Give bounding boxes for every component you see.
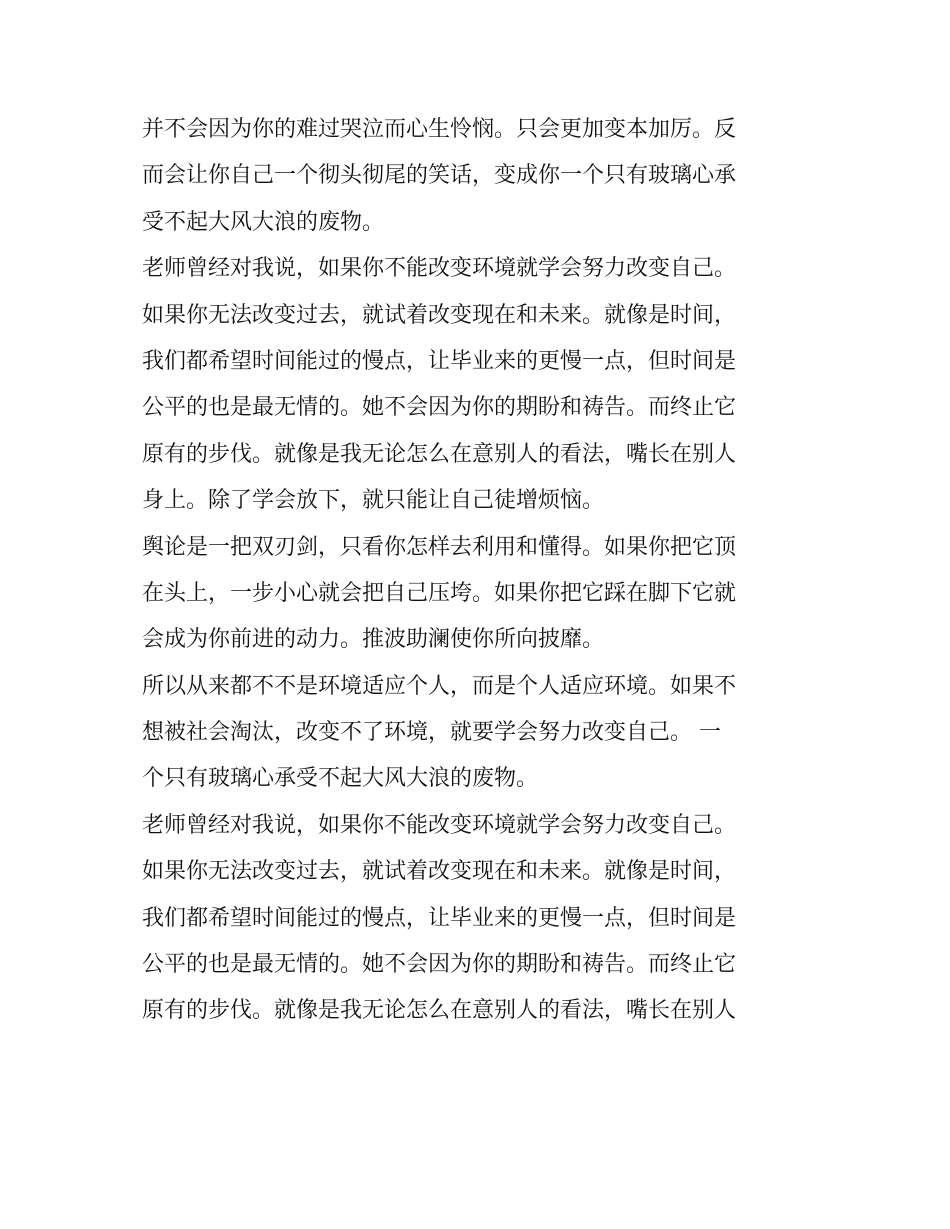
text-line: 而会让你自己一个彻头彻尾的笑话，变成你一个只有玻璃心承 (142, 163, 737, 189)
text-line: 我们都希望时间能过的慢点，让毕业来的更慢一点，但时间是 (142, 905, 737, 931)
text-line: 老师曾经对我说，如果你不能改变环境就学会努力改变自己。 (142, 812, 737, 838)
text-line: 如果你无法改变过去，就试着改变现在和未来。就像是时间， (142, 302, 737, 328)
body-text (142, 107, 822, 1035)
text-line: 并不会因为你的难过哭泣而心生怜悯。只会更加变本加厉。反 (142, 117, 737, 142)
text-line: 受不起大风大浪的废物。 (142, 209, 385, 235)
text-line: 我们都希望时间能过的慢点，让毕业来的更慢一点，但时间是 (142, 348, 737, 374)
text-line: 原有的步伐。就像是我无论怎么在意别人的看法，嘴长在别人 (142, 998, 737, 1024)
text-line: 原有的步伐。就像是我无论怎么在意别人的看法，嘴长在别人 (142, 441, 737, 467)
text-line: 公平的也是最无情的。她不会因为你的期盼和祷告。而终止它 (142, 395, 737, 421)
text-line: 所以从来都不不是环境适应个人，而是个人适应环境。如果不 (142, 673, 737, 699)
text-line: 身上。除了学会放下，就只能让自己徒增烦恼。 (142, 488, 605, 514)
text-line: 如果你无法改变过去，就试着改变现在和未来。就像是时间， (142, 859, 737, 885)
text-line: 会成为你前进的动力。推波助澜使你所向披靡。 (142, 627, 605, 653)
text-line: 公平的也是最无情的。她不会因为你的期盼和祷告。而终止它 (142, 952, 737, 978)
text-line: 个只有玻璃心承受不起大风大浪的废物。 (142, 766, 539, 792)
text-line: 在头上，一步小心就会把自己压垮。如果你把它踩在脚下它就 (142, 580, 737, 606)
text-line: 老师曾经对我说，如果你不能改变环境就学会努力改变自己。 (142, 256, 737, 282)
text-line: 舆论是一把双刃剑，只看你怎样去利用和懂得。如果你把它顶 (142, 534, 737, 560)
text-line: 想被社会淘汰，改变不了环境，就要学会努力改变自己。 一 (142, 720, 721, 746)
